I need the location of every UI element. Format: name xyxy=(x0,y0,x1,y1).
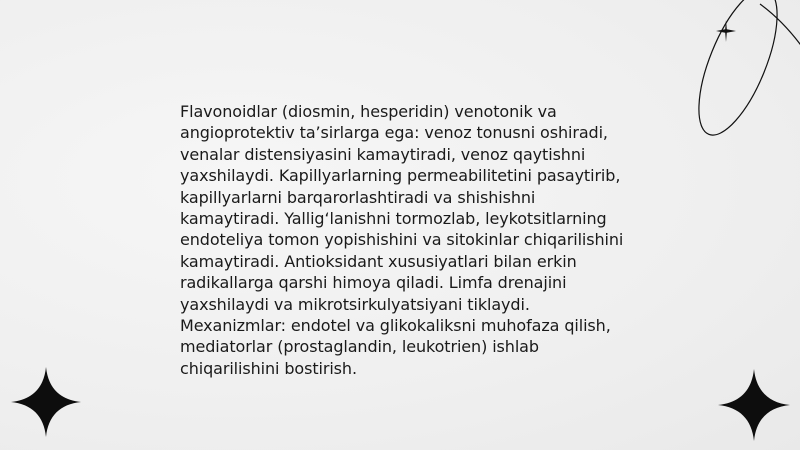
sparkle-icon xyxy=(716,20,736,42)
slide-body-text: Flavonoidlar (diosmin, hesperidin) venotonik va angioprotektiv ta’sirlarga ega: venoz tonusni oshiradi, venalar distensiyasini kamaytiradi, venoz qaytishni yaxshilaydi. Kapillyarlarning permeabilitetini pasaytirib, kapillyarlarni barqarorlashtiradi va shishishni kamaytiradi. Yallig‘lanishni tormozlab, leykotsitlarning endoteliya tomon yopishishini va sitokinlar chiqarilishini kamaytiradi. Antioksidant xususiyatlari bilan erkin radikallarga qarshi himoya qiladi. Limfa drenajini yaxshilaydi va mikrotsirkulyatsiyani tiklaydi. Mexanizmlar: endotel va glikokaliksni muhofaza qilish, mediatorlar (prostaglandin, leukotrien) ishlab chiqarilishini bostirish. xyxy=(180,102,624,378)
orbit-icon xyxy=(660,0,800,160)
four-point-star-icon xyxy=(11,367,81,437)
four-point-star-icon xyxy=(718,369,790,441)
